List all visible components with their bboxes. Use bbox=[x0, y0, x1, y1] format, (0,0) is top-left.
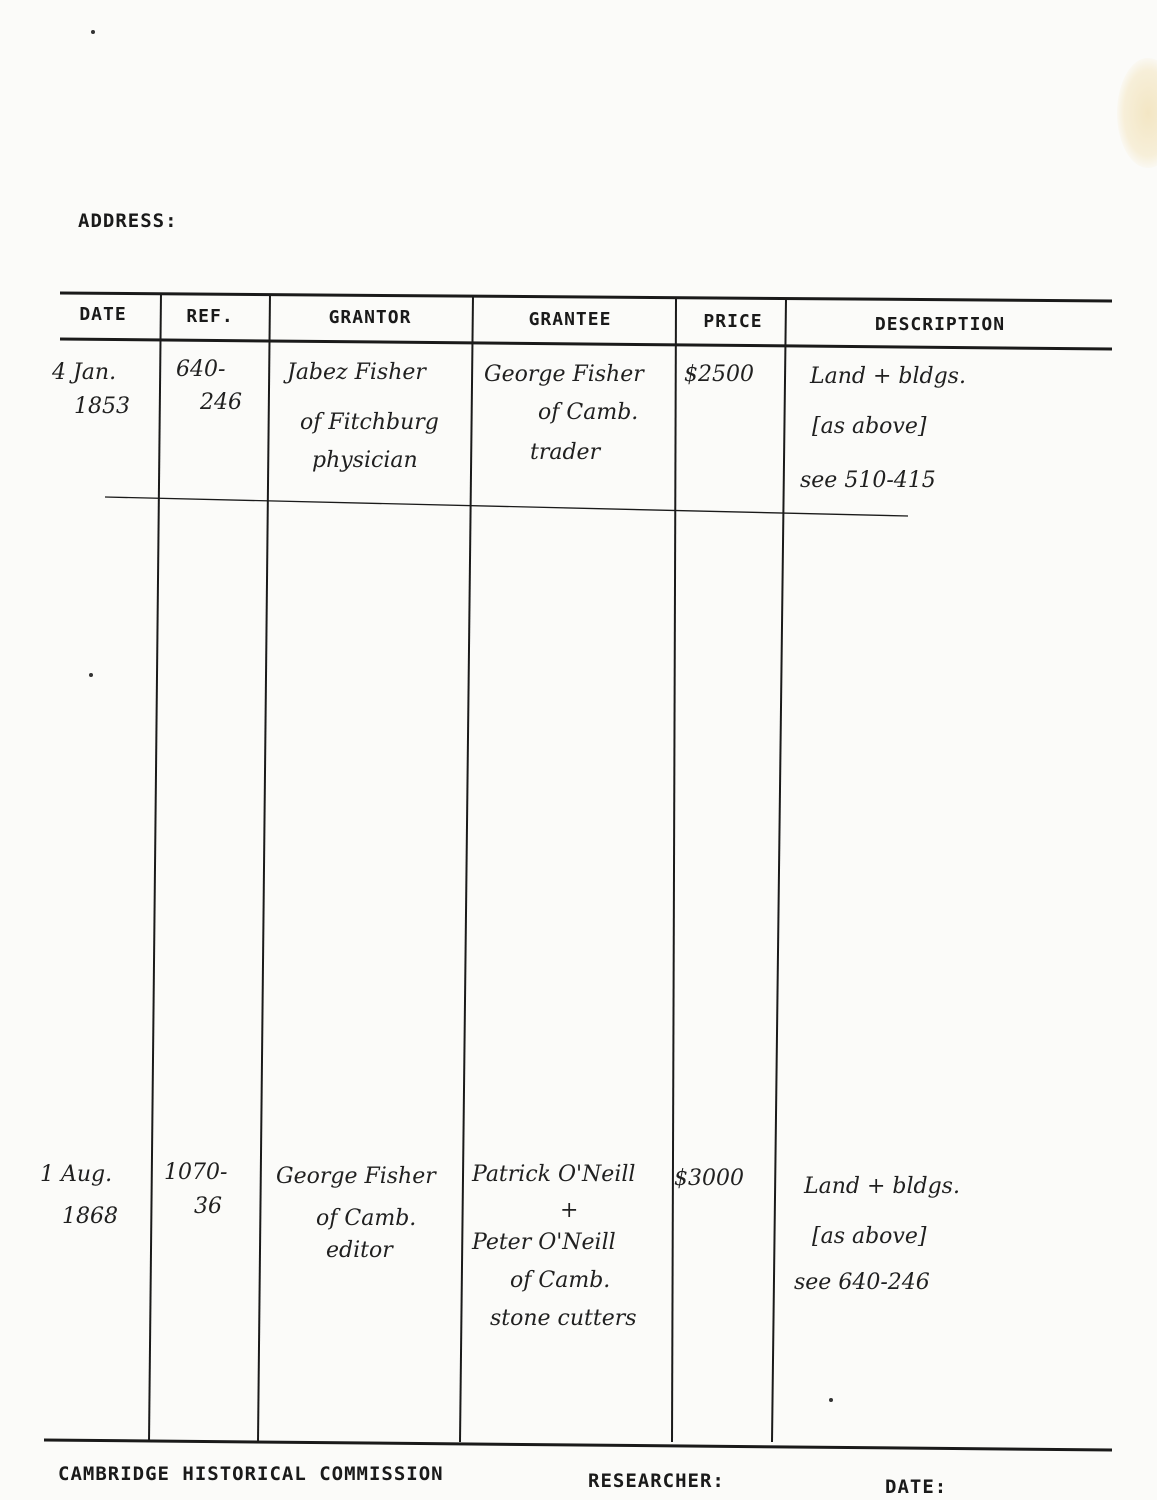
entry-grantee-conjunction: + bbox=[560, 1198, 579, 1223]
entry-date-day: 4 Jan. bbox=[52, 360, 117, 385]
entry-grantee-name: George Fisher bbox=[484, 362, 644, 387]
column-header-date: DATE bbox=[79, 304, 127, 325]
entry-grantor-name: Jabez Fisher bbox=[287, 360, 426, 385]
column-header-grantee: GRANTEE bbox=[528, 309, 612, 330]
entry-grantee-occupation: stone cutters bbox=[490, 1306, 637, 1331]
column-header-price: PRICE bbox=[703, 311, 763, 332]
entry-ref-book: 640- bbox=[176, 357, 226, 382]
footer-organization: CAMBRIDGE HISTORICAL COMMISSION bbox=[58, 1463, 444, 1485]
entry-grantor-place: of Fitchburg bbox=[300, 410, 439, 435]
entry-grantee-place: of Camb. bbox=[538, 400, 639, 425]
entry-ref-page: 36 bbox=[194, 1194, 222, 1219]
address-label: ADDRESS: bbox=[78, 210, 178, 232]
entry-grantor-occupation: physician bbox=[312, 448, 418, 473]
speck bbox=[89, 673, 93, 677]
entry-grantor-name: George Fisher bbox=[276, 1164, 436, 1189]
column-header-description: DESCRIPTION bbox=[874, 314, 1006, 335]
entry-date-day: 1 Aug. bbox=[40, 1162, 113, 1187]
entry-description-line1: Land + bldgs. bbox=[804, 1174, 960, 1199]
entry-description-line1: Land + bldgs. bbox=[810, 364, 966, 389]
column-header-ref: REF. bbox=[186, 306, 234, 327]
entry-ref-page: 246 bbox=[200, 390, 242, 415]
footer-date-label: DATE: bbox=[885, 1476, 948, 1498]
entry-description-line2: [as above] bbox=[812, 414, 927, 439]
entry-description-line3: see 510-415 bbox=[800, 468, 936, 493]
entry-grantee-name-2: Peter O'Neill bbox=[472, 1230, 616, 1255]
entry-grantee-occupation: trader bbox=[530, 440, 601, 465]
speck bbox=[829, 1398, 833, 1402]
column-header-grantor: GRANTOR bbox=[328, 307, 412, 328]
entry-grantee-name: Patrick O'Neill bbox=[472, 1162, 636, 1187]
entry-ref-book: 1070- bbox=[164, 1160, 228, 1185]
entry-grantor-occupation: editor bbox=[326, 1238, 393, 1263]
entry-description-line2: [as above] bbox=[812, 1224, 927, 1249]
entry-price: $3000 bbox=[674, 1166, 744, 1191]
entry-date-year: 1853 bbox=[74, 394, 130, 419]
footer-researcher-label: RESEARCHER: bbox=[588, 1470, 725, 1492]
entry-description-line3: see 640-246 bbox=[794, 1270, 930, 1295]
entry-grantor-place: of Camb. bbox=[316, 1206, 417, 1231]
speck bbox=[91, 30, 95, 34]
entry-date-year: 1868 bbox=[62, 1204, 118, 1229]
entry-grantee-place: of Camb. bbox=[510, 1268, 611, 1293]
entry-price: $2500 bbox=[684, 362, 754, 387]
